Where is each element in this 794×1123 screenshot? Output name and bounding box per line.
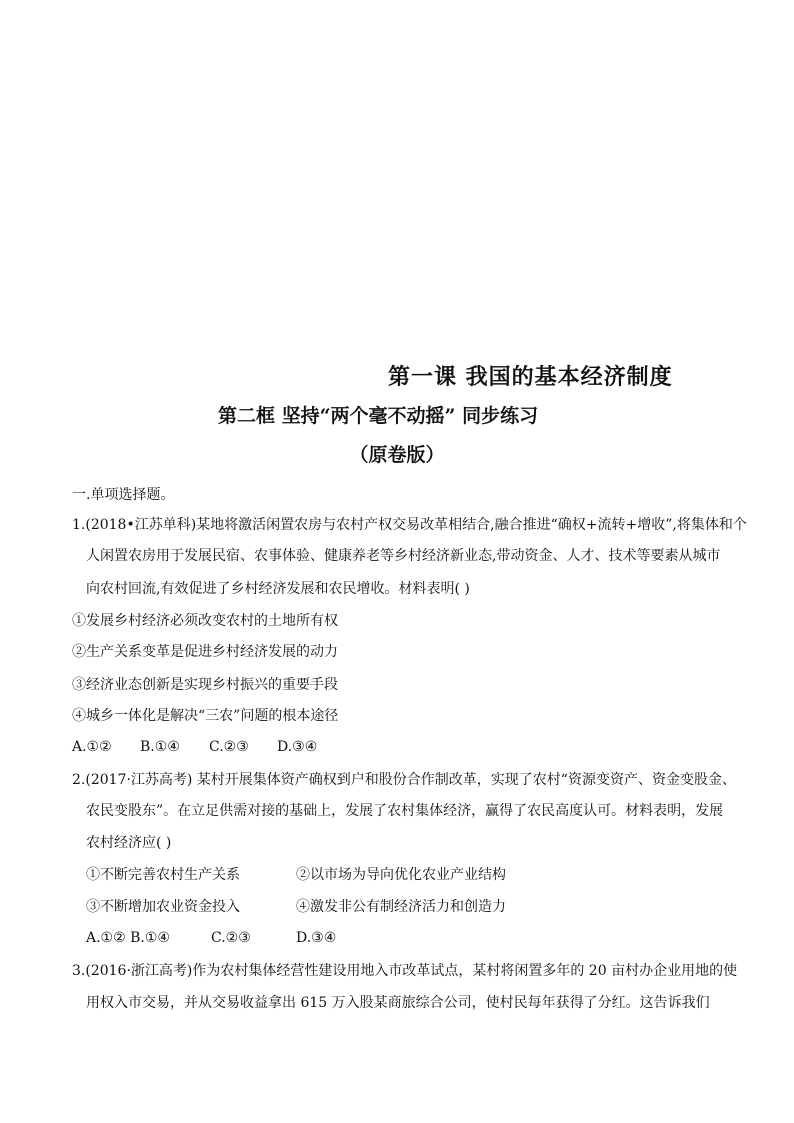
part-heading: 一.单项选择题。 <box>72 487 175 503</box>
question-line: 农村经济应( ) <box>86 835 172 851</box>
choice-ab: A.①② B.①④ <box>86 930 170 946</box>
choice-c: C.②③ <box>211 930 251 946</box>
choice-c: C.②③ <box>209 739 249 755</box>
statement: ②生产关系变革是促进乡村经济发展的动力 <box>72 644 338 660</box>
statement: ②以市场为导向优化农业产业结构 <box>296 867 506 883</box>
question-line: 2.(2017·江苏高考) 某村开展集体资产确权到户和股份合作制改革，实现了农村“资源变资产、资金变股金、 <box>72 772 736 788</box>
statement: ④激发非公有制经济活力和创造力 <box>296 899 506 915</box>
choice-b: B.①④ <box>140 739 180 755</box>
question-line: 用权入市交易，并从交易收益拿出 615 万入股某商旅综合公司，使村民每年获得了分红。这告诉我们 <box>86 995 710 1011</box>
question-line: 农民变股东”。在立足供需对接的基础上，发展了农村集体经济，赢得了农民高度认可。材料表明，发展 <box>86 803 724 819</box>
statement: ③不断增加农业资金投入 <box>86 899 240 915</box>
question-line: 人闲置农房用于发展民宿、农事体验、健康养老等乡村经济新业态,带动资金、人才、技术等要素从城市 <box>86 548 721 564</box>
statement: ①不断完善农村生产关系 <box>86 867 240 883</box>
choice-d: D.③④ <box>296 930 337 946</box>
edition-label: （原卷版） <box>349 444 445 466</box>
lesson-title: 第一课 我国的基本经济制度 <box>388 364 673 390</box>
statement: ①发展乡村经济必须改变农村的土地所有权 <box>72 613 338 629</box>
question-line: 1.(2018•江苏单科)某地将激活闲置农房与农村产权交易改革相结合,融合推进“确权+流转+增收”,将集体和个 <box>72 517 747 533</box>
choice-d: D.③④ <box>277 739 318 755</box>
question-line: 向农村回流,有效促进了乡村经济发展和农民增收。材料表明( ) <box>86 581 470 597</box>
choice-a: A.①② <box>72 739 112 755</box>
statement: ③经济业态创新是实现乡村振兴的重要手段 <box>72 677 338 693</box>
question-line: 3.(2016·浙江高考)作为农村集体经营性建设用地入市改革试点，某村将闲置多年的 20 亩村办企业用地的使 <box>72 963 738 979</box>
statement: ④城乡一体化是解决“三农”问题的根本途径 <box>72 708 339 724</box>
section-title: 第二框 坚持“两个毫不动摇” 同步练习 <box>218 405 539 427</box>
